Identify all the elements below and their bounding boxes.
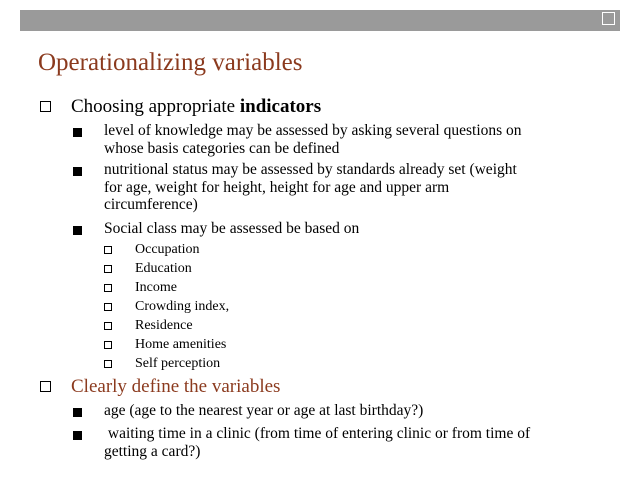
sub-item-text: waiting time in a clinic (from time of entering clinic or from time of — [104, 425, 531, 442]
filled-square-bullet-icon — [73, 408, 82, 417]
filled-square-bullet-icon — [73, 431, 82, 440]
filled-square-bullet-icon — [73, 226, 82, 235]
sub-item-text: Social class may be assessed be based on — [104, 220, 360, 237]
section2-heading: Clearly define the variables — [71, 376, 281, 397]
sub-item-text: nutritional status may be assessed by standards already set (weight — [104, 161, 517, 178]
list-item: Self perception — [135, 356, 221, 371]
list-item: Home amenities — [135, 337, 227, 352]
section1-heading: Choosing appropriate indicators — [71, 96, 322, 117]
square-bullet-icon — [104, 246, 112, 254]
square-bullet-icon — [104, 341, 112, 349]
square-bullet-icon — [40, 381, 51, 392]
square-bullet-icon — [104, 284, 112, 292]
list-item: Residence — [135, 318, 193, 333]
list-item: Occupation — [135, 242, 200, 257]
sub-item-text: age (age to the nearest year or age at last birthday?) — [104, 402, 424, 419]
square-bullet-icon — [104, 322, 112, 330]
filled-square-bullet-icon — [73, 167, 82, 176]
header-square-icon — [602, 12, 615, 25]
square-bullet-icon — [104, 360, 112, 368]
square-bullet-icon — [40, 101, 51, 112]
header-bar — [20, 10, 620, 31]
square-bullet-icon — [104, 303, 112, 311]
sub-item-text: for age, weight for height, height for age and upper arm — [104, 178, 450, 196]
list-item: Crowding index, — [135, 299, 230, 314]
sub-item-text: level of knowledge may be assessed by asking several questions on — [104, 122, 522, 139]
list-item: Income — [135, 280, 177, 295]
list-item: Education — [135, 261, 192, 276]
filled-square-bullet-icon — [73, 128, 82, 137]
sub-item-text: getting a card?) — [104, 442, 201, 460]
square-bullet-icon — [104, 265, 112, 273]
sub-item-text: circumference) — [104, 196, 198, 213]
slide-title: Operationalizing variables — [38, 49, 303, 76]
sub-item-text: whose basis categories can be defined — [104, 139, 340, 157]
